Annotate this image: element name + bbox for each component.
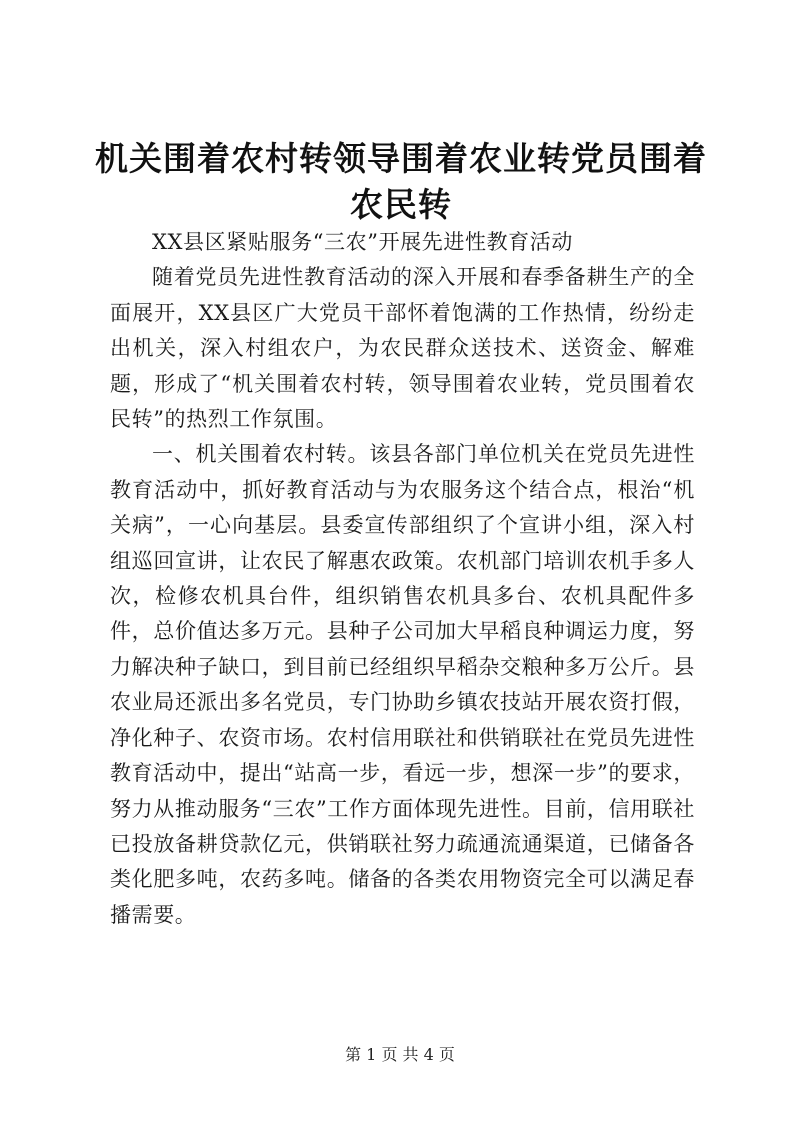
document-subtitle: XX县区紧贴服务“三农”开展先进性教育活动 xyxy=(152,230,573,254)
document-body xyxy=(110,225,695,933)
document-title: 机关围着农村转领导围着农业转党员围着农民转 xyxy=(95,139,707,224)
page-footer: 第 1 页 共 4 页 xyxy=(345,1045,455,1064)
paragraph-intro: 随着党员先进性教育活动的深入开展和春季备耕生产的全面展开，XX县区广大党员干部怀着饱满的工作热情，纷纷走出机关，深入村组农户，为农民群众送技术、送资金、解难题，形成了“机关围着农村转，领导围着农业转，党员围着农民转”的热烈工作氛围。 xyxy=(110,265,695,432)
paragraph-section-one: 一、机关围着农村转。该县各部门单位机关在党员先进性教育活动中，抓好教育活动与为农服务这个结合点，根治“机关病”，一心向基层。县委宣传部组织了个宣讲小组，深入村组巡回宣讲，让农民了解惠农政策。农机部门培训农机手多人次，检修农机具台件，组织销售农机具多台、农机具配件多件，总价值达多万元。县种子公司加大早稻良种调运力度，努力解决种子缺口，到目前已经组织早稻杂交粮种多万公斤。县农业局还派出多名党员，专门协助乡镇农技站开展农资打假，净化种子、农资市场。农村信用联社和供销联社在党员先进性教育活动中，提出“站高一步，看远一步，想深一步”的要求，努力从推动服务“三农”工作方面体现先进性。目前，信用联社已投放备耕贷款亿元，供销联社努力疏通流通渠道，已储备各类化肥多吨，农药多吨。储备的各类农用物资完全可以满足春播需要。 xyxy=(110,442,695,927)
